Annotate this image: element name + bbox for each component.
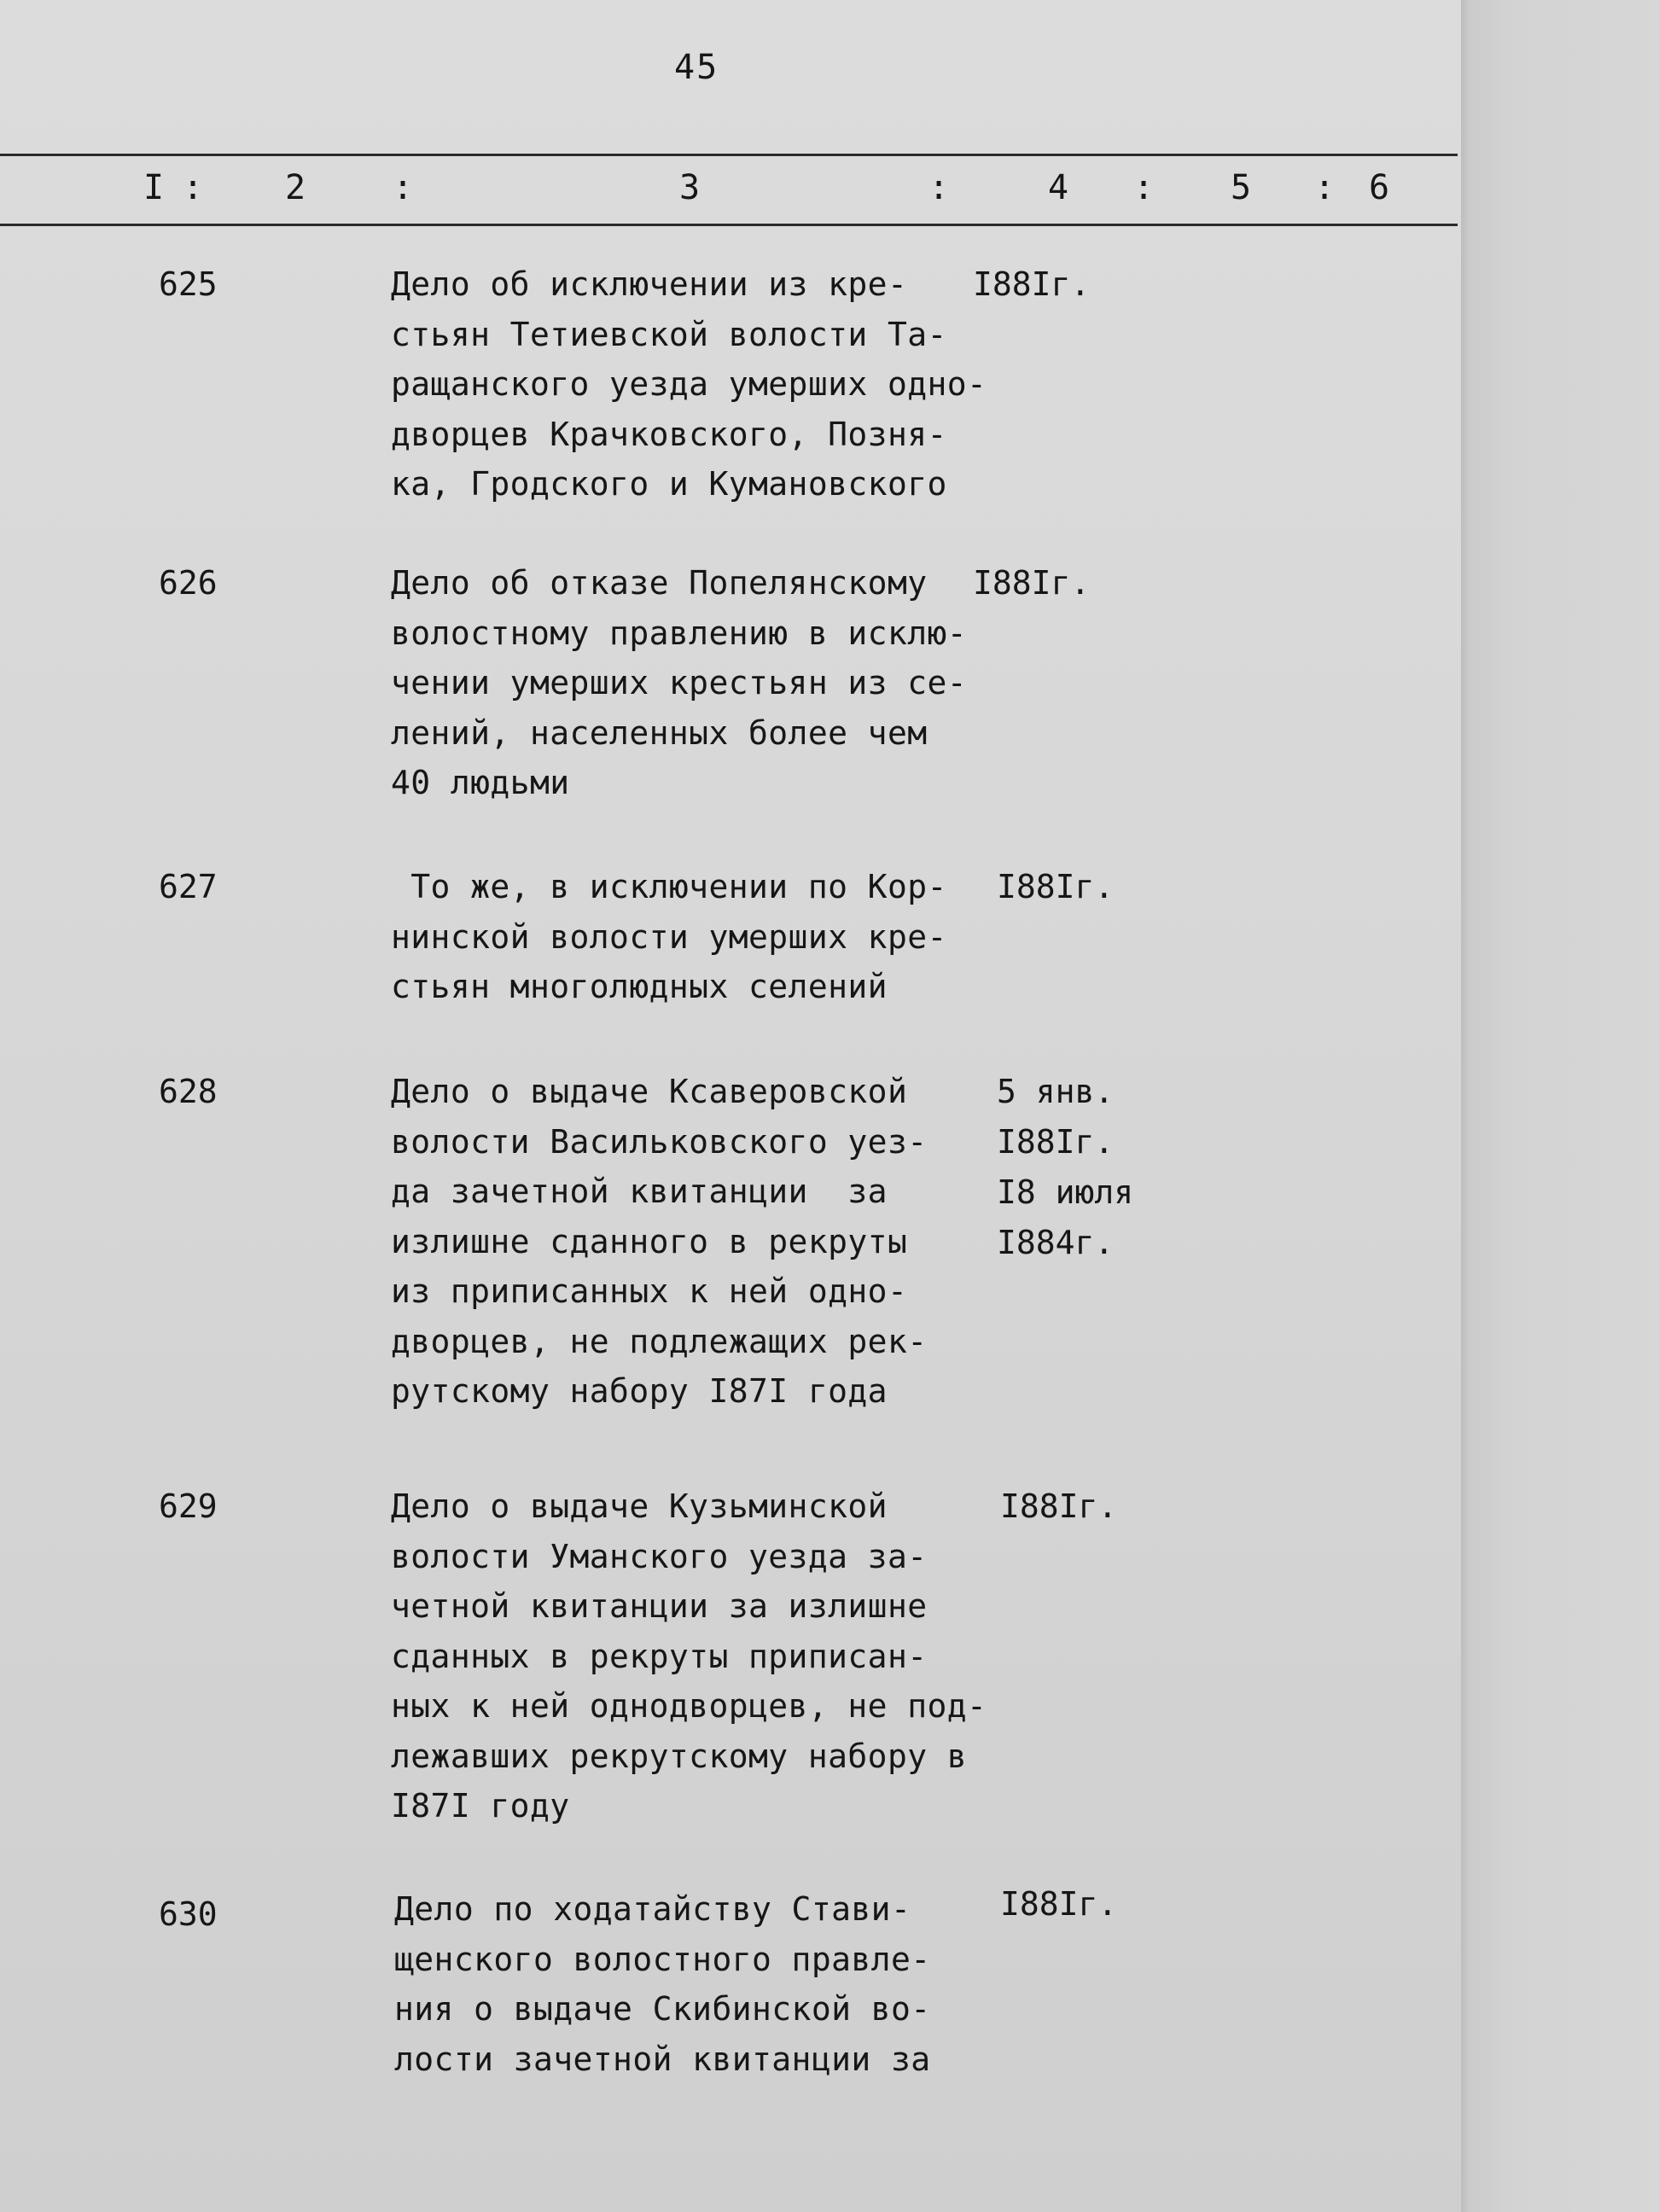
- column-header-6: 6: [1369, 168, 1390, 207]
- title-line: чении умерших крестьян из се-: [391, 664, 968, 701]
- title-line: ния о выдаче Скибинской во-: [394, 1990, 931, 2028]
- column-separator: :: [393, 168, 414, 207]
- title-line: щенского волостного правле-: [394, 1940, 931, 1978]
- title-line: сданных в рекруты приписан-: [391, 1637, 928, 1675]
- entry-date: I88Iг.: [997, 868, 1115, 905]
- title-line: лений, населенных более чем: [391, 713, 928, 752]
- entry-number: 630: [159, 1895, 218, 1933]
- title-line: 40 людьми: [391, 764, 570, 801]
- title-line: волости Уманского уезда за-: [391, 1537, 928, 1575]
- column-header-2: 2: [285, 168, 306, 207]
- page-number: 45: [674, 48, 719, 87]
- title-line: I87I году: [391, 1787, 570, 1825]
- title-line: стьян многолюдных селений: [391, 968, 888, 1005]
- date-line: I88Iг.: [997, 1123, 1115, 1161]
- entry-number: 628: [159, 1073, 218, 1110]
- page-edge-shadow: [1461, 0, 1659, 2212]
- header-bottom-rule: [0, 224, 1458, 226]
- column-header-4: 4: [1048, 168, 1069, 207]
- entry-title: [391, 1481, 987, 1831]
- title-line: Дело о выдаче Ксаверовской: [391, 1073, 908, 1110]
- title-line: Дело о выдаче Кузьминской: [391, 1487, 888, 1525]
- title-line: То же, в исключении по Кор-: [391, 868, 947, 905]
- entry-date: I88Iг.: [1000, 1487, 1118, 1525]
- title-line: ка, Гродского и Кумановского: [391, 465, 947, 503]
- column-separator: :: [1133, 168, 1155, 207]
- entry-title: [391, 558, 967, 808]
- title-line: рутскому набору I87I года: [391, 1372, 888, 1410]
- column-separator: :: [928, 168, 950, 207]
- title-line: лежавших рекрутскому набору в: [391, 1737, 968, 1775]
- entry-number: 629: [159, 1487, 218, 1525]
- entry-date: I88Iг.: [1000, 1885, 1118, 1923]
- entry-number: 626: [159, 564, 218, 602]
- title-line: волостному правлению в исклю-: [391, 614, 968, 652]
- column-header-1: I: [143, 168, 165, 207]
- title-line: лости зачетной квитанции за: [394, 2040, 931, 2078]
- entry-number: 625: [159, 265, 218, 303]
- column-separator: :: [183, 168, 204, 207]
- entry-title: [394, 1884, 931, 2084]
- date-line: I8 июля: [997, 1173, 1134, 1211]
- entry-date: I88Iг.: [973, 564, 1091, 602]
- title-line: излишне сданного в рекруты: [391, 1222, 908, 1260]
- title-line: да зачетной квитанции за: [391, 1173, 888, 1210]
- entry-number: 627: [159, 868, 218, 905]
- column-header-5: 5: [1231, 168, 1252, 207]
- column-separator: :: [1314, 168, 1336, 207]
- title-line: волости Васильковского уез-: [391, 1122, 928, 1161]
- title-line: из приписанных к ней одно-: [391, 1272, 908, 1310]
- column-header-3: 3: [679, 168, 701, 207]
- date-line: 5 янв.: [997, 1073, 1115, 1110]
- entry-date: [997, 1067, 1133, 1268]
- title-line: нинской волости умерших кре-: [391, 917, 947, 956]
- entry-title: [391, 862, 947, 1012]
- title-line: дворцев Крачковского, Позня-: [391, 415, 947, 453]
- title-line: Дело по ходатайству Стави-: [394, 1890, 911, 1928]
- entry-title: [391, 1067, 928, 1417]
- entry-date: I88Iг.: [973, 265, 1091, 303]
- title-line: дворцев, не подлежащих рек-: [391, 1322, 928, 1360]
- title-line: стьян Тетиевской волости Та-: [391, 315, 947, 353]
- title-line: Дело об отказе Попелянскому: [391, 564, 928, 602]
- title-line: ращанского уезда умерших одно-: [391, 365, 987, 403]
- title-line: ных к ней однодворцев, не под-: [391, 1687, 987, 1725]
- entry-title: [391, 259, 987, 509]
- title-line: Дело об исключении из кре-: [391, 265, 908, 303]
- header-top-rule: [0, 154, 1458, 156]
- date-line: I884г.: [997, 1224, 1115, 1261]
- title-line: четной квитанции за излишне: [391, 1587, 928, 1625]
